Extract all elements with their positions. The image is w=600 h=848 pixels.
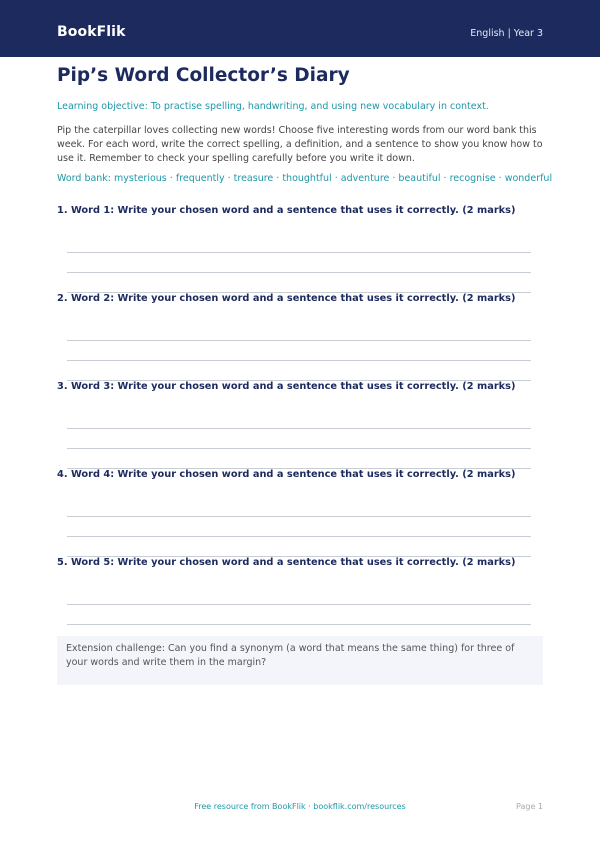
answer-line[interactable] (67, 428, 531, 429)
question-2: 2. Word 2: Write your chosen word and a sentence that uses it correctly. (2 marks) (57, 293, 516, 304)
intro-paragraph: Pip the caterpillar loves collecting new words! Choose five interesting words from our word bank this week. For each word, write the correct spelling, a definition, and a sentence to show you know how to use it. Remember to check your spelling carefully before you write it down. (57, 125, 543, 164)
answer-line[interactable] (67, 624, 531, 625)
question-5: 5. Word 5: Write your chosen word and a sentence that uses it correctly. (2 marks) (57, 557, 516, 568)
extension-challenge-text: Extension challenge: Can you find a synonym (a word that means the same thing) for three of your words and write them in the margin? (66, 643, 515, 668)
answer-line[interactable] (67, 340, 531, 341)
answer-line[interactable] (67, 448, 531, 449)
answer-line[interactable] (67, 272, 531, 273)
page-number: Page 1 (516, 802, 543, 811)
page-title: Pip’s Word Collector’s Diary (57, 65, 350, 86)
answer-line[interactable] (67, 516, 531, 517)
question-1: 1. Word 1: Write your chosen word and a sentence that uses it correctly. (2 marks) (57, 205, 516, 216)
question-4: 4. Word 4: Write your chosen word and a sentence that uses it correctly. (2 marks) (57, 469, 516, 480)
page-header (0, 0, 600, 57)
word-bank: Word bank: mysterious · frequently · treasure · thoughtful · adventure · beautiful · recognise · wonderful (57, 173, 553, 184)
answer-line[interactable] (67, 536, 531, 537)
answer-line[interactable] (67, 604, 531, 605)
extension-challenge-box (57, 636, 543, 685)
brand-logo: BookFlik (57, 24, 126, 40)
answer-line[interactable] (67, 252, 531, 253)
answer-line[interactable] (67, 360, 531, 361)
footer-credit: Free resource from BookFlik · bookflik.com/resources (194, 802, 406, 811)
learning-objective: Learning objective: To practise spelling, handwriting, and using new vocabulary in context. (57, 101, 489, 112)
subject-year-label: English | Year 3 (470, 28, 543, 39)
question-3: 3. Word 3: Write your chosen word and a sentence that uses it correctly. (2 marks) (57, 381, 516, 392)
